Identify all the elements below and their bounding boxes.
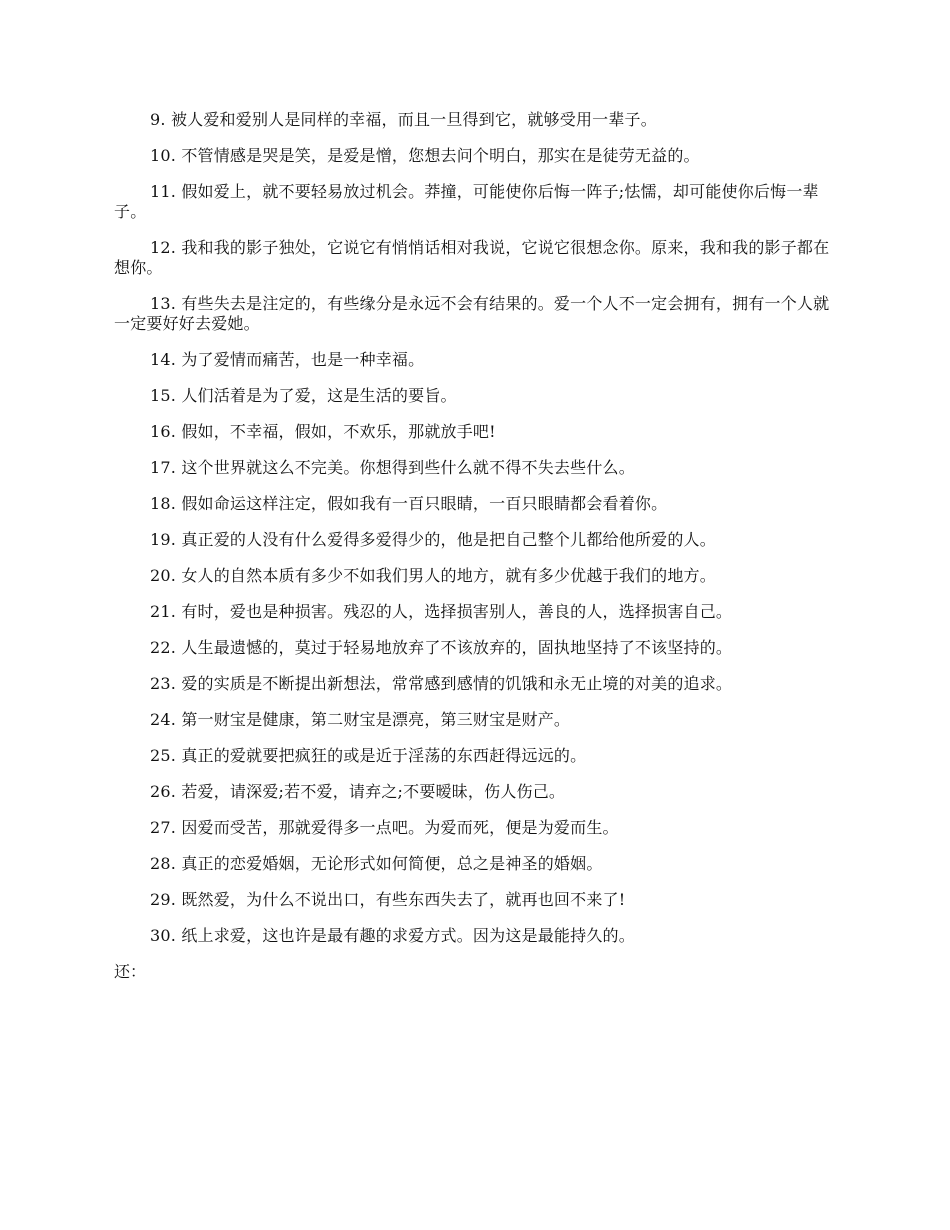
quote-item-14: 14. 为了爱情而痛苦，也是一种幸福。 [150, 350, 425, 369]
quote-item-9: 9. 被人爱和爱别人是同样的幸福，而且一旦得到它，就够受用一辈子。 [150, 110, 657, 129]
quote-item-10: 10. 不管情感是哭是笑，是爱是憎，您想去问个明白，那实在是徒劳无益的。 [150, 146, 700, 165]
quote-item-25: 25. 真正的爱就要把疯狂的或是近于淫荡的东西赶得远远的。 [150, 746, 587, 765]
quote-item-11: 11. 假如爱上，就不要轻易放过机会。莽撞，可能使你后悔一阵子;怯懦，却可能使你后悔一辈子。 [114, 182, 819, 221]
quote-item-28: 28. 真正的恋爱婚姻，无论形式如何简便，总之是神圣的婚姻。 [150, 854, 603, 873]
quote-item-29: 29. 既然爱，为什么不说出口，有些东西失去了，就再也回不来了! [150, 890, 626, 909]
quote-item-23: 23. 爱的实质是不断提出新想法，常常感到感情的饥饿和永无止境的对美的追求。 [150, 674, 733, 693]
quote-item-27: 27. 因爱而受苦，那就爱得多一点吧。为爱而死，便是为爱而生。 [150, 818, 619, 837]
quote-item-22: 22. 人生最遗憾的，莫过于轻易地放弃了不该放弃的，固执地坚持了不该坚持的。 [150, 638, 733, 657]
quote-item-17: 17. 这个世界就这么不完美。你想得到些什么就不得不失去些什么。 [150, 458, 635, 477]
quote-item-16: 16. 假如，不幸福，假如，不欢乐，那就放手吧! [150, 422, 496, 441]
quote-item-19: 19. 真正爱的人没有什么爱得多爱得少的，他是把自己整个儿都给他所爱的人。 [150, 530, 716, 549]
document-body [114, 110, 834, 982]
quote-item-26: 26. 若爱，请深爱;若不爱，请弃之;不要暧昧，伤人伤己。 [150, 782, 566, 801]
quote-item-21: 21. 有时，爱也是种损害。残忍的人，选择损害别人，善良的人，选择损害自己。 [150, 602, 733, 621]
quote-item-24: 24. 第一财宝是健康，第二财宝是漂亮，第三财宝是财产。 [150, 710, 571, 729]
quote-item-20: 20. 女人的自然本质有多少不如我们男人的地方，就有多少优越于我们的地方。 [150, 566, 716, 585]
quote-item-30: 30. 纸上求爱，这也许是最有趣的求爱方式。因为这是最能持久的。 [150, 926, 635, 945]
quote-item-12: 12. 我和我的影子独处，它说它有悄悄话相对我说，它说它很想念你。原来，我和我的影子都在想你。 [114, 238, 830, 277]
quote-item-18: 18. 假如命运这样注定，假如我有一百只眼睛，一百只眼睛都会看着你。 [150, 494, 668, 513]
quote-item-13: 13. 有些失去是注定的，有些缘分是永远不会有结果的。爱一个人不一定会拥有，拥有一个人就一定要好好去爱她。 [114, 294, 830, 333]
quote-item-15: 15. 人们活着是为了爱，这是生活的要旨。 [150, 386, 457, 405]
trailer-text: 还： [114, 962, 147, 981]
